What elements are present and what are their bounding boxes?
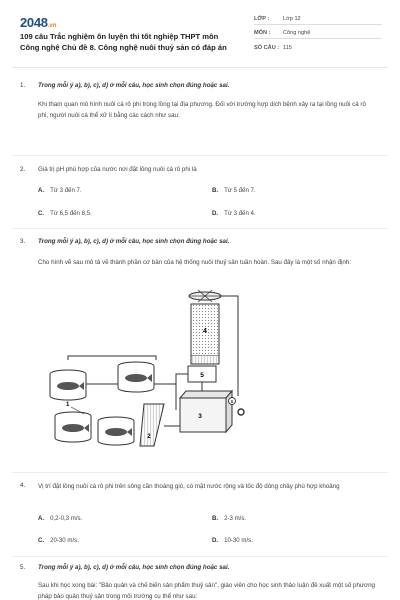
option-c[interactable]: C. Từ 6,5 đến 8,5. xyxy=(38,210,92,217)
fish-tank xyxy=(55,412,91,442)
option-c[interactable]: C. 20-30 m/s. xyxy=(38,537,79,544)
diagram-label-6: 6 xyxy=(230,399,234,404)
meta-divider xyxy=(254,38,382,39)
diagram-label-2: 2 xyxy=(147,434,151,440)
option-a[interactable]: A. 0,2-0,3 m/s. xyxy=(38,515,83,522)
meta-divider xyxy=(254,24,382,25)
diagram-label-1: 1 xyxy=(66,402,70,408)
meta-grade-label: LỚP : xyxy=(254,16,270,22)
question-divider xyxy=(12,472,388,473)
diagram-label-5: 5 xyxy=(200,372,204,379)
logo-suffix: .vn xyxy=(47,23,57,29)
question-divider xyxy=(12,155,388,156)
option-d[interactable]: D. Từ 3 đến 4. xyxy=(212,210,256,217)
meta-subject-value: Công nghệ xyxy=(283,30,311,36)
document-title: 109 câu Trắc nghiệm ôn luyện thi tốt nghiệp THPT môn Công nghệ Chủ đề 8. Công nghệ nuôi thuỷ sản có đáp án xyxy=(20,32,227,52)
diagram-label-4: 4 xyxy=(203,328,207,335)
question-5-text: Sau khi học xong bài: "Bảo quản và chế biến sản phẩm thuỷ sản", giáo viên cho học sinh thảo luận đề xuất một số phương pháp bảo quản thuỷ sản trong môi trường cụ thể như sau: xyxy=(38,582,375,600)
question-text: Giá trị pH phù hợp của nước nơi đặt lồng nuôi cá rô phi là xyxy=(38,166,197,173)
option-b[interactable]: B. 2-3 m/s. xyxy=(212,515,247,522)
drum-filter xyxy=(140,404,164,446)
meta-count-value: 115 xyxy=(283,45,292,51)
sedimentation-tank xyxy=(180,391,232,432)
question-instruction: Trong mỗi ý a), b), c), d) ở mỗi câu, học sinh chọn đúng hoặc sai. xyxy=(38,564,230,571)
question-instruction: Trong mỗi ý a), b), c), d) ở mỗi câu, học sinh chọn đúng hoặc sai. xyxy=(38,238,230,245)
fish-tank xyxy=(50,370,86,400)
question-divider xyxy=(12,228,388,229)
meta-grade-value: Lớp 12 xyxy=(283,16,301,22)
biofilter-tower xyxy=(189,290,221,364)
meta-count-label: SỐ CÂU : xyxy=(254,45,280,51)
fish-tank xyxy=(98,417,134,445)
diagram-label-3: 3 xyxy=(198,413,202,420)
option-a[interactable]: A. Từ 3 đến 7. xyxy=(38,187,82,194)
logo-number: 2048 xyxy=(20,15,48,30)
site-logo[interactable] xyxy=(20,14,56,32)
question-number: 4. xyxy=(20,482,26,489)
header-divider xyxy=(12,67,388,68)
meta-subject-label: MÔN : xyxy=(254,30,271,36)
question-instruction: Trong mỗi ý a), b), c), d) ở mỗi câu, học sinh chọn đúng hoặc sai. xyxy=(38,82,230,89)
question-number: 1. xyxy=(20,82,26,89)
question-number: 5. xyxy=(20,564,26,571)
question-number: 2. xyxy=(20,166,26,173)
fish-tank xyxy=(118,362,154,392)
sump-box xyxy=(188,366,216,382)
recirculating-system-diagram xyxy=(36,286,252,458)
question-text: Vị trí đặt lồng nuôi cá rô phi trên sông cần thoáng gió, có mặt nước rộng và tốc độ dòng chảy phù hợp khoảng xyxy=(38,483,340,490)
option-d[interactable]: D. 10-30 m/s. xyxy=(212,537,253,544)
question-number: 3. xyxy=(20,238,26,245)
option-b[interactable]: B. Từ 5 đến 7. xyxy=(212,187,256,194)
question-divider xyxy=(12,556,388,557)
question-3-text: Cho hình vẽ sau mô tả về thành phần cơ bản của hệ thống nuôi thuỷ sản tuần hoàn. Sau đây là một số nhận định: xyxy=(38,259,351,266)
question-1-text: Khi tham quan mô hình nuôi cá rô phi trong lồng tại địa phương. Đối với trường hợp dịch bệnh xảy ra tại lồng nuôi cá rô phi, người nuôi cá thể xử lí bằng các cách như sau: xyxy=(38,101,366,119)
